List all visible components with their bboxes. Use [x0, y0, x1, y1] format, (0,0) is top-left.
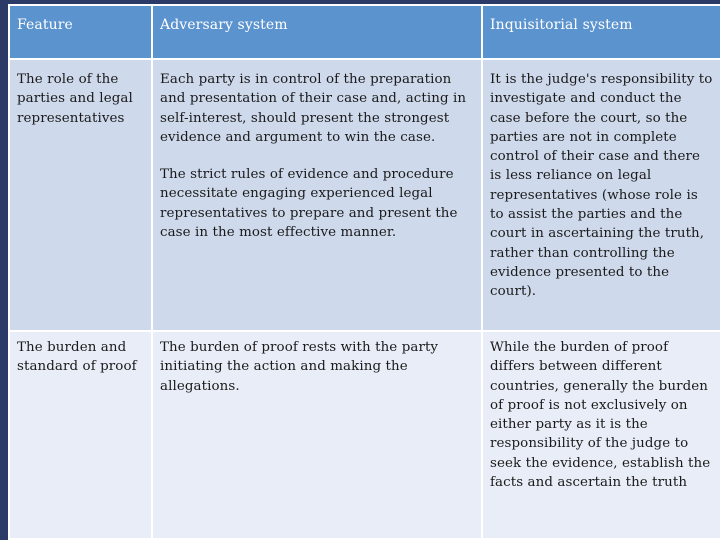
adversary-paragraph: The burden of proof rests with the party initiating the action and making the allegations.: [160, 340, 439, 394]
comparison-table: [8, 4, 720, 540]
inquisitorial-cell: It is the judge's responsibility to investigate and conduct the case before the court, so the parties are not in complete control of their case and there is less reliance on legal representatives (whose role is to assist the parties and the court in ascertaining the truth, rather than controlling the evidence presented to the court).: [482, 59, 720, 331]
adversary-cell: [152, 331, 482, 539]
table-header-row: [9, 5, 720, 59]
header-feature: Feature: [9, 5, 152, 59]
table-row: [9, 59, 720, 331]
adversary-paragraph: Each party is in control of the preparation and presentation of their case and, acting in self-interest, should present the strongest evidence and argument to win the case.: [160, 72, 467, 145]
adversary-cell: [152, 59, 482, 331]
feature-cell: The role of the parties and legal representatives: [9, 59, 152, 331]
slide-frame: [8, 4, 720, 540]
header-inquisitorial-system: Inquisitorial system: [482, 5, 720, 59]
table-row: [9, 331, 720, 539]
header-adversary-system: Adversary system: [152, 5, 482, 59]
inquisitorial-cell: While the burden of proof differs between different countries, generally the burden of proof is not exclusively on either party as it is the responsibility of the judge to seek the evidence, establish the facts and ascertain the truth: [482, 331, 720, 539]
adversary-paragraph: The strict rules of evidence and procedure necessitate engaging experienced legal representatives to prepare and present the case in the most effective manner.: [160, 167, 458, 241]
feature-cell: The burden and standard of proof: [9, 331, 152, 539]
